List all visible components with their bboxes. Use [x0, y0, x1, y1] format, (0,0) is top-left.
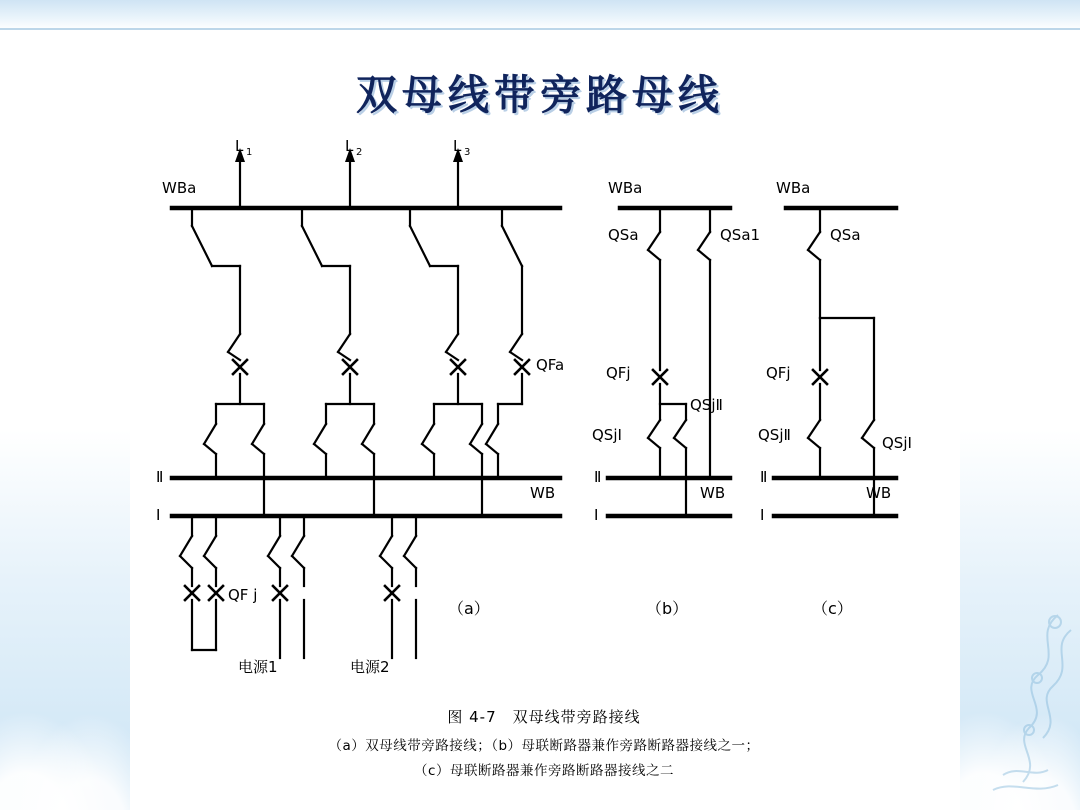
decorative-top-band	[0, 0, 1080, 30]
label-L2-sub: 2	[356, 147, 363, 158]
caption-main: 图 4-7 双母线带旁路接线	[447, 708, 641, 726]
label-bus1-c: Ⅰ	[760, 506, 765, 524]
label-wba-b: WBa	[608, 179, 643, 197]
label-L3-sub: 3	[464, 147, 471, 158]
label-wba-a: WBa	[162, 179, 197, 197]
dragon-ornament-icon	[963, 600, 1078, 800]
figure-caption	[130, 706, 958, 779]
label-L1-sub: 1	[246, 147, 253, 158]
label-qfj-a: QF j	[228, 586, 258, 604]
label-qfj-b: QFj	[606, 364, 631, 382]
label-source-2: 电源2	[350, 658, 390, 676]
label-wb-a: WB	[530, 484, 556, 502]
panel-label-b: （b）	[646, 599, 689, 618]
label-wba-c: WBa	[776, 179, 811, 197]
label-L2: L	[345, 138, 354, 155]
label-qsj2-c: QSjⅡ	[758, 426, 791, 444]
label-wb-b: WB	[700, 484, 726, 502]
label-bus1-b: Ⅰ	[594, 506, 599, 524]
label-L1: L	[235, 138, 244, 155]
caption-sub-1: （a）双母线带旁路接线；（b）母联断路器兼作旁路断路器接线之一；	[328, 738, 760, 754]
label-bus2-b: Ⅱ	[594, 468, 602, 486]
label-qfj-c: QFj	[766, 364, 791, 382]
label-wb-c: WB	[866, 484, 892, 502]
label-qsa-c: QSa	[830, 226, 861, 244]
label-bus2-a: Ⅱ	[156, 468, 164, 486]
label-qsj1-b: QSjⅠ	[592, 426, 622, 444]
label-qsj1-c: QSjⅠ	[882, 434, 912, 452]
label-qfa: QFa	[536, 356, 565, 374]
label-bus2-c: Ⅱ	[760, 468, 768, 486]
label-qsj2-b: QSjⅡ	[690, 396, 723, 414]
decorative-wave-left	[0, 430, 130, 810]
label-source-1: 电源1	[238, 658, 278, 676]
page-title: 双母线带旁路母线	[356, 71, 724, 119]
label-qsa1-b: QSa1	[720, 226, 761, 244]
panel-label-c: （c）	[812, 599, 853, 618]
label-L3: L	[453, 138, 462, 155]
caption-sub-2: （c）母联断路器兼作旁路断路器接线之二	[414, 763, 674, 779]
label-bus1-a: Ⅰ	[156, 506, 161, 524]
label-qsa-b: QSa	[608, 226, 639, 244]
panel-label-a: （a）	[448, 599, 490, 618]
decorative-top-rule	[0, 28, 1080, 30]
